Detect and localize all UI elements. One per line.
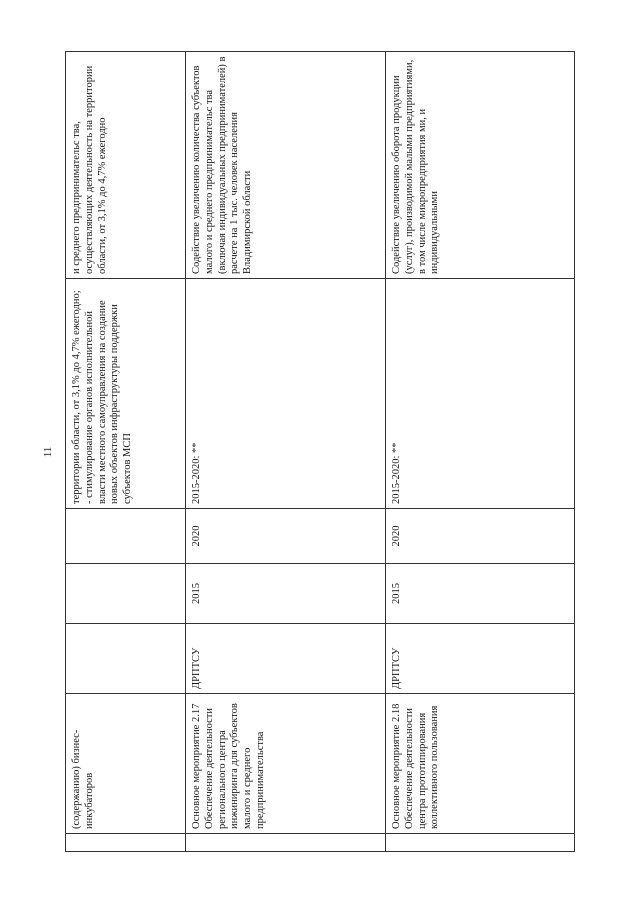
table-row (186, 52, 386, 852)
end-year-cell (66, 509, 186, 564)
executor-cell (66, 624, 186, 694)
measure-title: Основное мероприятие 2.17 (191, 703, 202, 829)
result-cell: 2015-2020: ** (386, 279, 575, 509)
start-year-cell (66, 564, 186, 624)
end-year-cell: 2020 (386, 509, 575, 564)
start-year-cell: 2015 (186, 564, 386, 624)
rotated-table-container (65, 52, 575, 852)
indicator-cell: Содействие увеличению количества субъектов малого и среднего предпринимательс тва (включая индивидуальных предпринимателей) в расчете на 1 тыс. человек населения Владимирской области (186, 52, 386, 279)
measure-description: Обеспечение деятельности центра прототипирования коллективного пользования (403, 705, 441, 829)
result-line-1: территории области, от 3,1% до 4,7% ежегодно; (71, 290, 82, 504)
end-year-cell: 2020 (186, 509, 386, 564)
measures-table (65, 51, 575, 852)
row-number-cell (386, 834, 575, 852)
table-row (66, 52, 186, 852)
result-line-2: - стимулирование органов исполнительной власти местного самоуправления на создание новых объектов инфраструктуры поддержки субъектов МСП (83, 300, 134, 504)
table-row (386, 52, 575, 852)
executor-cell: ДРПТСУ (186, 624, 386, 694)
measure-description: Обеспечение деятельности регионального центра инжиниринга для субъектов малого и среднего предпринимательства (203, 703, 266, 829)
result-cell (66, 279, 186, 509)
executor-cell: ДРПТСУ (386, 624, 575, 694)
page-number: 11 (42, 446, 54, 458)
indicator-cell: Содействие увеличению оборота продукции (услуг), производимой малыми предприятиями, в том числе микропредприятия ми, и индивидуальными (386, 52, 575, 279)
row-number-cell (186, 834, 386, 852)
row-number-cell (66, 834, 186, 852)
measure-cell (186, 694, 386, 834)
measure-cell (386, 694, 575, 834)
result-cell: 2015-2020: ** (186, 279, 386, 509)
indicator-cell: и среднего предпринимательс тва, осуществляющих деятельность на территории области, от 3,1% до 4,7% ежегодно (66, 52, 186, 279)
measure-cell: (содержанию) бизнес-инкубаторов (66, 694, 186, 834)
measure-title: Основное мероприятие 2.18 (391, 703, 402, 829)
start-year-cell: 2015 (386, 564, 575, 624)
